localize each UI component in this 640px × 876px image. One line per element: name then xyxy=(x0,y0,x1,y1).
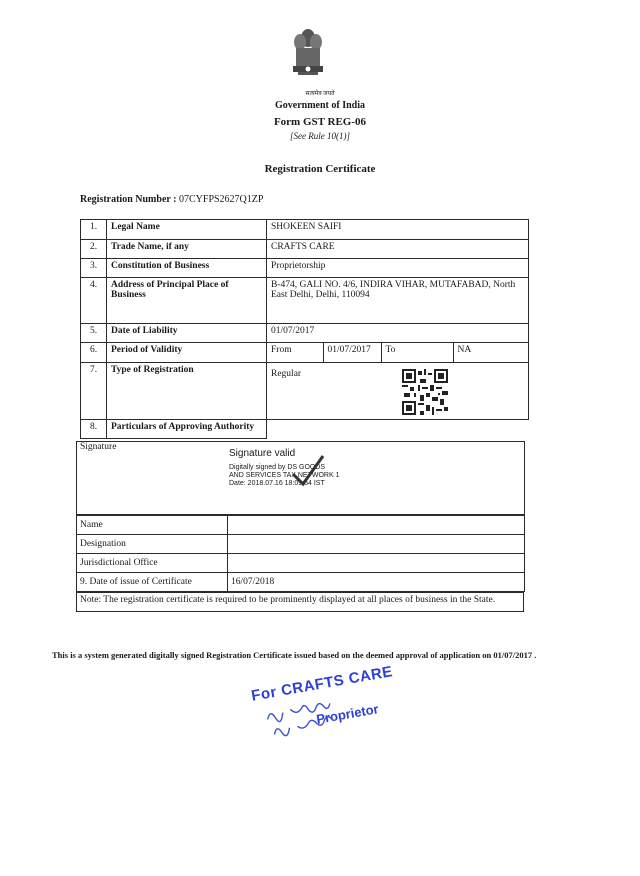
signature-signed-by: Digitally signed by DS GOODS xyxy=(229,464,326,471)
liability-date-label: Date of Liability xyxy=(107,324,267,343)
stamp-company-name: For CRAFTS CARE xyxy=(250,663,395,705)
table-row xyxy=(81,343,529,363)
legal-name-label: Legal Name xyxy=(107,220,267,240)
table-row xyxy=(77,554,525,573)
display-note: Note: The registration certificate is required to be prominently displayed at all places of business in the State. xyxy=(76,592,524,612)
table-row xyxy=(81,278,529,324)
approving-authority-value xyxy=(267,420,529,439)
jurisdictional-office-label: Jurisdictional Office xyxy=(77,554,228,573)
row-number: 4. xyxy=(81,278,107,324)
rule-reference: [See Rule 10(1)] xyxy=(290,131,350,141)
row-number: 7. xyxy=(81,363,107,420)
legal-name-value: SHOKEEN SAIFI xyxy=(267,220,529,240)
table-row xyxy=(77,573,525,592)
jurisdictional-office-value xyxy=(228,554,525,573)
table-row xyxy=(81,220,529,240)
table-row xyxy=(81,240,529,259)
table-row xyxy=(81,259,529,278)
row-number: 2. xyxy=(81,240,107,259)
system-generated-footer: This is a system generated digitally signed Registration Certificate issued based on the deemed approval of application on 01/07/2017 . xyxy=(52,650,537,660)
validity-from-value: 01/07/2017 xyxy=(323,343,381,362)
signature-box xyxy=(76,441,525,515)
national-emblem-icon xyxy=(288,26,328,88)
registration-type-value: Regular xyxy=(267,363,529,420)
row-number: 5. xyxy=(81,324,107,343)
registration-number-label: Registration Number : xyxy=(80,194,177,205)
row-number: 1. xyxy=(81,220,107,240)
table-row xyxy=(81,363,529,420)
validity-to-label: To xyxy=(381,343,453,362)
stamp-proprietor: Proprietor xyxy=(315,701,380,727)
company-stamp xyxy=(250,660,421,767)
table-row xyxy=(81,324,529,343)
address-value: B-474, GALI NO. 4/6, INDIRA VIHAR, MUTAFABAD, North East Delhi, Delhi, 110094 xyxy=(267,278,529,324)
officer-name-label: Name xyxy=(77,516,228,535)
issue-date-label: 9. Date of issue of Certificate xyxy=(77,573,228,592)
row-number: 3. xyxy=(81,259,107,278)
liability-date-value: 01/07/2017 xyxy=(267,324,529,343)
header-government: Government of India xyxy=(275,100,365,111)
trade-name-value: CRAFTS CARE xyxy=(267,240,529,259)
certificate-title: Registration Certificate xyxy=(264,163,376,175)
signature-valid-text: Signature valid xyxy=(229,448,296,459)
checkmark-icon xyxy=(287,450,327,490)
officer-name-value xyxy=(228,516,525,535)
table-row xyxy=(77,535,525,554)
issue-date-value: 16/07/2018 xyxy=(228,573,525,592)
constitution-value: Proprietorship xyxy=(267,259,529,278)
details-table xyxy=(80,219,529,439)
row-number: 8. xyxy=(81,420,107,439)
signature-date: Date: 2018.07.16 18:09:54 IST xyxy=(229,480,325,487)
row-number: 6. xyxy=(81,343,107,363)
emblem-caption: सत्यमेव जयते xyxy=(305,91,335,97)
registration-number xyxy=(80,194,263,205)
table-row xyxy=(77,516,525,535)
registration-number-value: 07CYFPS2627Q1ZP xyxy=(178,194,264,205)
registration-type-label: Type of Registration xyxy=(107,363,267,420)
validity-value xyxy=(267,343,529,363)
qr-code-icon xyxy=(402,369,448,415)
address-label: Address of Principal Place of Business xyxy=(107,278,267,324)
trade-name-label: Trade Name, if any xyxy=(107,240,267,259)
validity-from-label: From xyxy=(267,343,323,362)
table-row xyxy=(81,420,529,439)
officer-designation-label: Designation xyxy=(77,535,228,554)
validity-to-value: NA xyxy=(453,343,528,362)
constitution-label: Constitution of Business xyxy=(107,259,267,278)
form-title: Form GST REG-06 xyxy=(273,116,367,128)
approving-authority-label: Particulars of Approving Authority xyxy=(107,420,267,439)
officer-designation-value xyxy=(228,535,525,554)
validity-label: Period of Validity xyxy=(107,343,267,363)
signature-label: Signature xyxy=(80,442,117,452)
officer-table xyxy=(76,515,525,592)
signature-signed-by-cont: AND SERVICES TAX NETWORK 1 xyxy=(229,472,340,479)
